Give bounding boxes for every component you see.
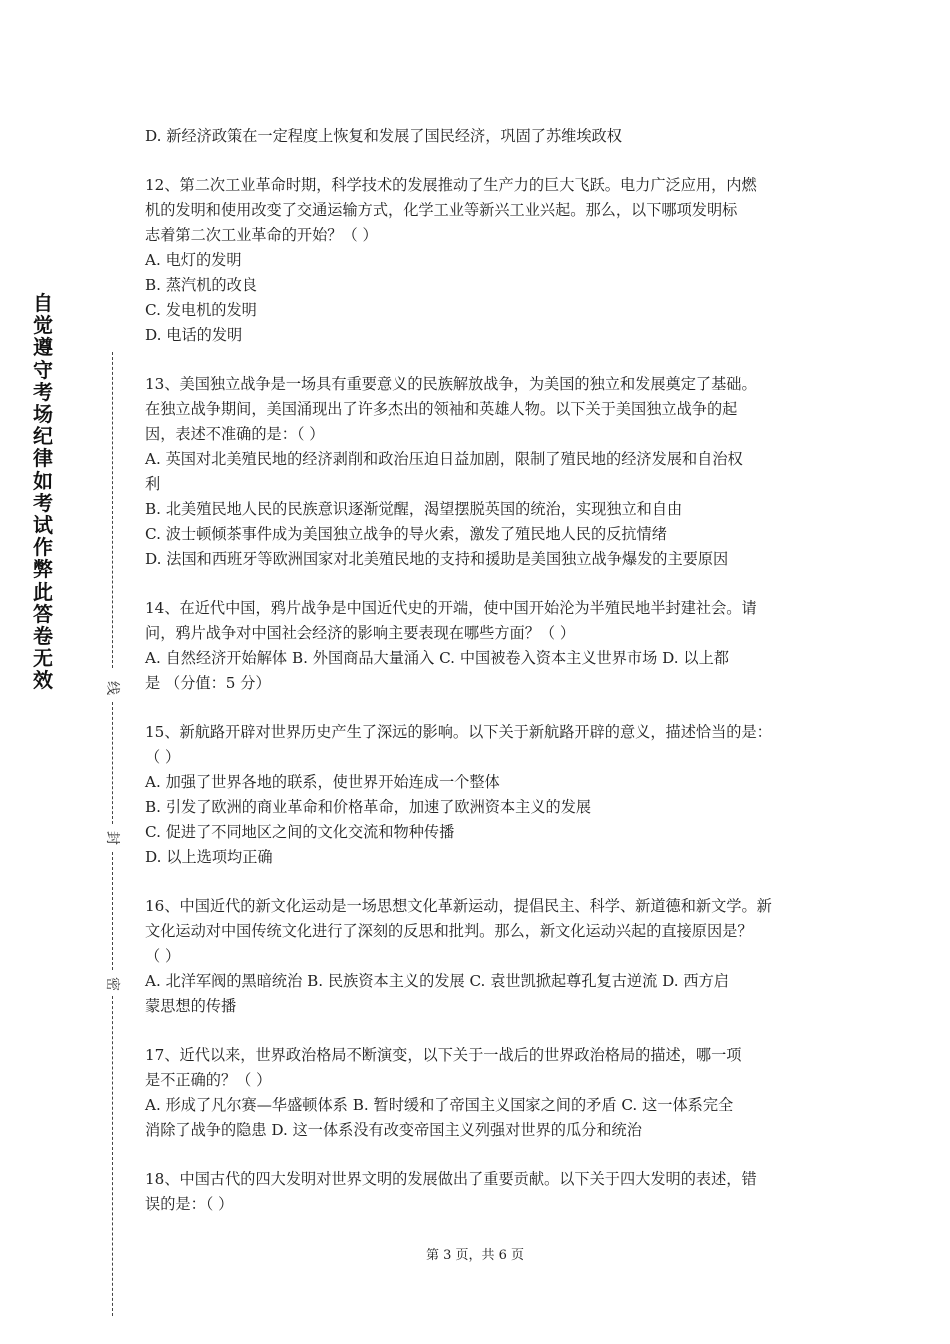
question-line: 误的是：（ ） xyxy=(145,1195,234,1213)
seal-dashed-line xyxy=(112,702,113,824)
question-line: D. 法国和西班牙等欧洲国家对北美殖民地的支持和援助是美国独立战争爆发的主要原因 xyxy=(145,550,729,568)
paragraph-gap xyxy=(145,149,813,173)
question-line: 15、新航路开辟对世界历史产生了深远的影响。以下关于新航路开辟的意义，描述恰当的是： xyxy=(145,723,772,741)
question-line: 12、第二次工业革命时期，科学技术的发展推动了生产力的巨大飞跃。电力广泛应用，内燃 xyxy=(145,176,757,194)
question-line: A. 自然经济开始解体 B. 外国商品大量涌入 C. 中国被卷入资本主义世界市场 D. 以上都 xyxy=(145,649,729,667)
question-line: 18、中国古代的四大发明对世界文明的发展做出了重要贡献。以下关于四大发明的表述，错 xyxy=(145,1170,757,1188)
question-content xyxy=(145,124,813,1217)
question-line: 因，表述不准确的是：（ ） xyxy=(145,425,325,443)
page-number: 第 3 页，共 6 页 xyxy=(425,1248,525,1263)
question-line: 志着第二次工业革命的开始？（ ） xyxy=(145,226,378,244)
question-line: C. 波士顿倾茶事件成为美国独立战争的导火索，激发了殖民地人民的反抗情绪 xyxy=(145,525,667,543)
question-line: （ ） xyxy=(145,947,181,965)
question-line: A. 加强了世界各地的联系，使世界开始连成一个整体 xyxy=(145,773,500,791)
question-line: B. 引发了欧洲的商业革命和价格革命，加速了欧洲资本主义的发展 xyxy=(145,798,592,816)
question-line: （ ） xyxy=(145,748,181,766)
seal-label-seal: 封 xyxy=(103,828,123,848)
question-line: 是 （分值：5 分） xyxy=(145,674,271,692)
question-line: C. 促进了不同地区之间的文化交流和物种传播 xyxy=(145,823,455,841)
question-line: C. 发电机的发明 xyxy=(145,301,257,319)
question-line: D. 新经济政策在一定程度上恢复和发展了国民经济，巩固了苏维埃政权 xyxy=(145,127,622,145)
question-line: B. 北美殖民地人民的民族意识逐渐觉醒，渴望摆脱英国的统治，实现独立和自由 xyxy=(145,500,683,518)
question-line: 是不正确的？（ ） xyxy=(145,1071,272,1089)
question-line: 在独立战争期间，美国涌现出了许多杰出的领袖和英雄人物。以下关于美国独立战争的起 xyxy=(145,400,738,418)
question-line: 机的发明和使用改变了交通运输方式，化学工业等新兴工业兴起。那么，以下哪项发明标 xyxy=(145,201,738,219)
question-line: D. 以上选项均正确 xyxy=(145,848,273,866)
seal-label-secret: 密 xyxy=(103,974,123,994)
question-line: 16、中国近代的新文化运动是一场思想文化革新运动，提倡民主、科学、新道德和新文学。新 xyxy=(145,897,772,915)
question-line: A. 北洋军阀的黑暗统治 B. 民族资本主义的发展 C. 袁世凯掀起尊孔复古逆流 D. 西方启 xyxy=(145,972,729,990)
paragraph-gap xyxy=(145,1143,813,1167)
paragraph-gap xyxy=(145,348,813,372)
question-line: A. 英国对北美殖民地的经济剥削和政治压迫日益加剧，限制了殖民地的经济发展和自治权 xyxy=(145,450,743,468)
question-line: 17、近代以来，世界政治格局不断演变，以下关于一战后的世界政治格局的描述，哪一项 xyxy=(145,1046,742,1064)
question-line: 问，鸦片战争对中国社会经济的影响主要表现在哪些方面？（ ） xyxy=(145,624,576,642)
question-line: B. 蒸汽机的改良 xyxy=(145,276,257,294)
question-line: A. 电灯的发明 xyxy=(145,251,242,269)
seal-dashed-line xyxy=(112,996,113,1316)
paragraph-gap xyxy=(145,1019,813,1043)
seal-label-line: 线 xyxy=(103,678,123,698)
seal-dashed-line xyxy=(112,852,113,970)
exam-discipline-notice: 自觉遵守考场纪律如考试作弊此答卷无效 xyxy=(33,291,53,693)
paragraph-gap xyxy=(145,870,813,894)
question-line: 文化运动对中国传统文化进行了深刻的反思和批判。那么，新文化运动兴起的直接原因是？ xyxy=(145,922,753,940)
question-line: 消除了战争的隐患 D. 这一体系没有改变帝国主义列强对世界的瓜分和统治 xyxy=(145,1121,642,1139)
question-line: 蒙思想的传播 xyxy=(145,997,237,1015)
paragraph-gap xyxy=(145,696,813,720)
question-line: 利 xyxy=(145,475,161,493)
question-line: 13、美国独立战争是一场具有重要意义的民族解放战争，为美国的独立和发展奠定了基础。 xyxy=(145,375,757,393)
seal-dashed-line xyxy=(112,352,113,668)
question-line: D. 电话的发明 xyxy=(145,326,243,344)
question-line: A. 形成了凡尔赛—华盛顿体系 B. 暂时缓和了帝国主义国家之间的矛盾 C. 这一体系完全 xyxy=(145,1096,734,1114)
paragraph-gap xyxy=(145,572,813,596)
question-line: 14、在近代中国，鸦片战争是中国近代史的开端，使中国开始沦为半殖民地半封建社会。请 xyxy=(145,599,757,617)
